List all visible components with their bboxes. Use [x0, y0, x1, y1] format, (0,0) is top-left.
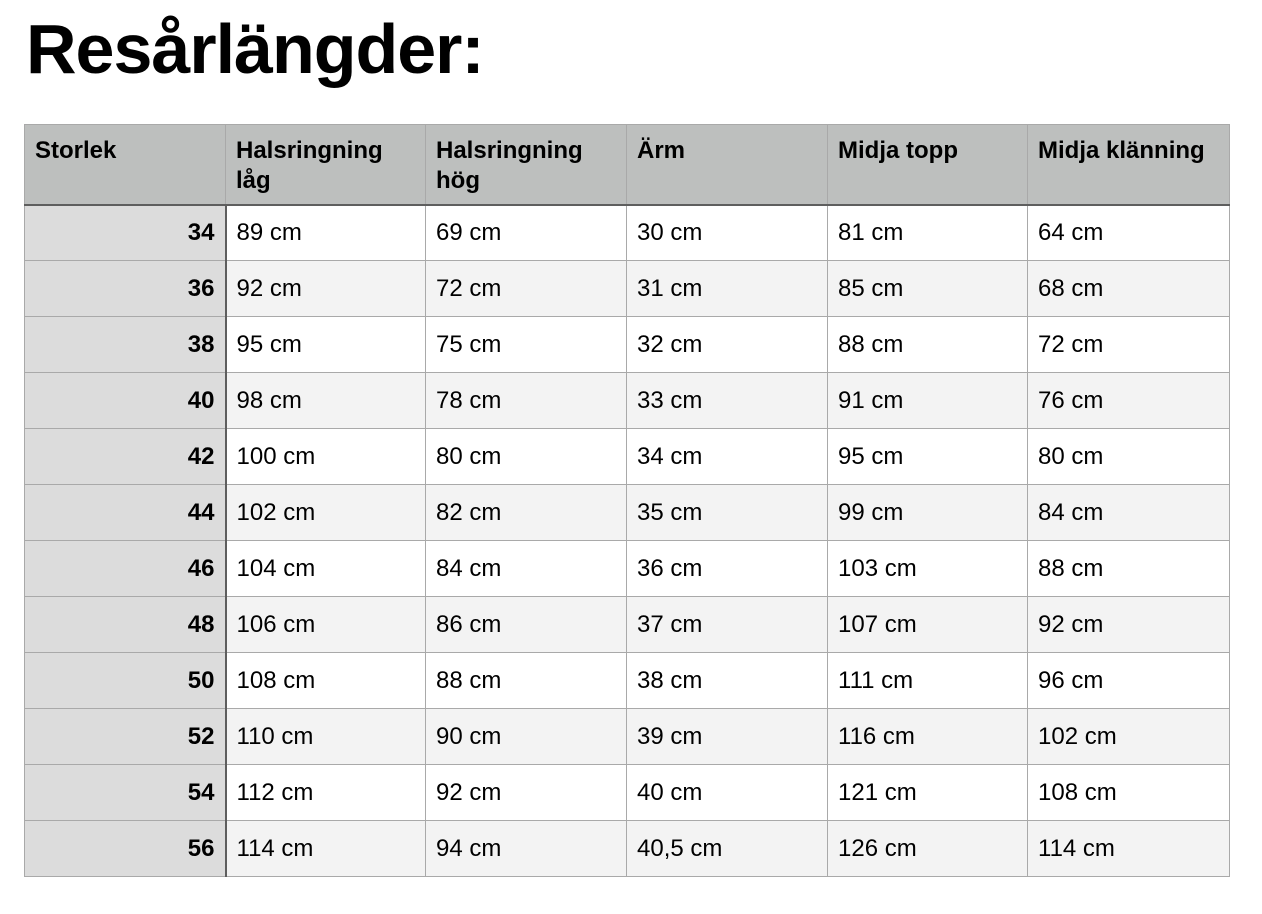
arm-cell: 31 cm: [627, 261, 828, 317]
halsringning-lag-cell: 110 cm: [226, 709, 426, 765]
table-row: [25, 485, 1230, 541]
size-cell: 44: [25, 485, 226, 541]
table-row: [25, 541, 1230, 597]
halsringning-hog-cell: 86 cm: [426, 597, 627, 653]
halsringning-lag-cell: 92 cm: [226, 261, 426, 317]
size-cell: 52: [25, 709, 226, 765]
halsringning-hog-cell: 92 cm: [426, 765, 627, 821]
arm-cell: 38 cm: [627, 653, 828, 709]
arm-cell: 33 cm: [627, 373, 828, 429]
size-cell: 36: [25, 261, 226, 317]
column-header-arm: Ärm: [627, 125, 828, 205]
arm-cell: 32 cm: [627, 317, 828, 373]
midja-topp-cell: 103 cm: [828, 541, 1028, 597]
size-cell: 50: [25, 653, 226, 709]
table-body: [25, 205, 1230, 877]
midja-klanning-cell: 88 cm: [1028, 541, 1230, 597]
table-row: [25, 261, 1230, 317]
halsringning-lag-cell: 108 cm: [226, 653, 426, 709]
column-header-halsringning-hog: Halsringning hög: [426, 125, 627, 205]
table-row: [25, 317, 1230, 373]
midja-klanning-cell: 76 cm: [1028, 373, 1230, 429]
size-cell: 34: [25, 205, 226, 261]
midja-topp-cell: 107 cm: [828, 597, 1028, 653]
halsringning-hog-cell: 69 cm: [426, 205, 627, 261]
halsringning-lag-cell: 98 cm: [226, 373, 426, 429]
arm-cell: 37 cm: [627, 597, 828, 653]
size-cell: 40: [25, 373, 226, 429]
table-row: [25, 709, 1230, 765]
midja-klanning-cell: 64 cm: [1028, 205, 1230, 261]
halsringning-hog-cell: 82 cm: [426, 485, 627, 541]
size-cell: 46: [25, 541, 226, 597]
size-table: [24, 124, 1230, 877]
midja-topp-cell: 116 cm: [828, 709, 1028, 765]
midja-klanning-cell: 108 cm: [1028, 765, 1230, 821]
halsringning-hog-cell: 90 cm: [426, 709, 627, 765]
table-row: [25, 821, 1230, 877]
halsringning-lag-cell: 89 cm: [226, 205, 426, 261]
arm-cell: 30 cm: [627, 205, 828, 261]
table-row: [25, 373, 1230, 429]
halsringning-lag-cell: 114 cm: [226, 821, 426, 877]
arm-cell: 40 cm: [627, 765, 828, 821]
arm-cell: 34 cm: [627, 429, 828, 485]
midja-topp-cell: 126 cm: [828, 821, 1028, 877]
midja-klanning-cell: 96 cm: [1028, 653, 1230, 709]
halsringning-hog-cell: 80 cm: [426, 429, 627, 485]
halsringning-hog-cell: 75 cm: [426, 317, 627, 373]
midja-topp-cell: 99 cm: [828, 485, 1028, 541]
size-cell: 38: [25, 317, 226, 373]
midja-topp-cell: 88 cm: [828, 317, 1028, 373]
table-row: [25, 205, 1230, 261]
column-header-midja-topp: Midja topp: [828, 125, 1028, 205]
table-row: [25, 653, 1230, 709]
midja-klanning-cell: 84 cm: [1028, 485, 1230, 541]
midja-klanning-cell: 80 cm: [1028, 429, 1230, 485]
size-cell: 54: [25, 765, 226, 821]
halsringning-lag-cell: 106 cm: [226, 597, 426, 653]
header-row: [25, 125, 1230, 205]
midja-topp-cell: 121 cm: [828, 765, 1028, 821]
size-cell: 42: [25, 429, 226, 485]
arm-cell: 39 cm: [627, 709, 828, 765]
column-header-halsringning-lag: Halsringning låg: [226, 125, 426, 205]
halsringning-lag-cell: 104 cm: [226, 541, 426, 597]
midja-klanning-cell: 92 cm: [1028, 597, 1230, 653]
midja-topp-cell: 81 cm: [828, 205, 1028, 261]
size-cell: 48: [25, 597, 226, 653]
halsringning-lag-cell: 102 cm: [226, 485, 426, 541]
halsringning-hog-cell: 72 cm: [426, 261, 627, 317]
column-header-midja-klanning: Midja klänning: [1028, 125, 1230, 205]
midja-topp-cell: 85 cm: [828, 261, 1028, 317]
midja-klanning-cell: 68 cm: [1028, 261, 1230, 317]
arm-cell: 35 cm: [627, 485, 828, 541]
table-row: [25, 765, 1230, 821]
halsringning-hog-cell: 94 cm: [426, 821, 627, 877]
table-row: [25, 429, 1230, 485]
halsringning-lag-cell: 95 cm: [226, 317, 426, 373]
table-header: [25, 125, 1230, 205]
halsringning-hog-cell: 88 cm: [426, 653, 627, 709]
halsringning-lag-cell: 112 cm: [226, 765, 426, 821]
arm-cell: 40,5 cm: [627, 821, 828, 877]
midja-klanning-cell: 102 cm: [1028, 709, 1230, 765]
midja-klanning-cell: 114 cm: [1028, 821, 1230, 877]
halsringning-hog-cell: 84 cm: [426, 541, 627, 597]
page-title: Resårlängder:: [26, 10, 484, 88]
halsringning-lag-cell: 100 cm: [226, 429, 426, 485]
midja-topp-cell: 111 cm: [828, 653, 1028, 709]
table-row: [25, 597, 1230, 653]
midja-topp-cell: 95 cm: [828, 429, 1028, 485]
halsringning-hog-cell: 78 cm: [426, 373, 627, 429]
column-header-storlek: Storlek: [25, 125, 226, 205]
arm-cell: 36 cm: [627, 541, 828, 597]
midja-klanning-cell: 72 cm: [1028, 317, 1230, 373]
midja-topp-cell: 91 cm: [828, 373, 1028, 429]
size-cell: 56: [25, 821, 226, 877]
